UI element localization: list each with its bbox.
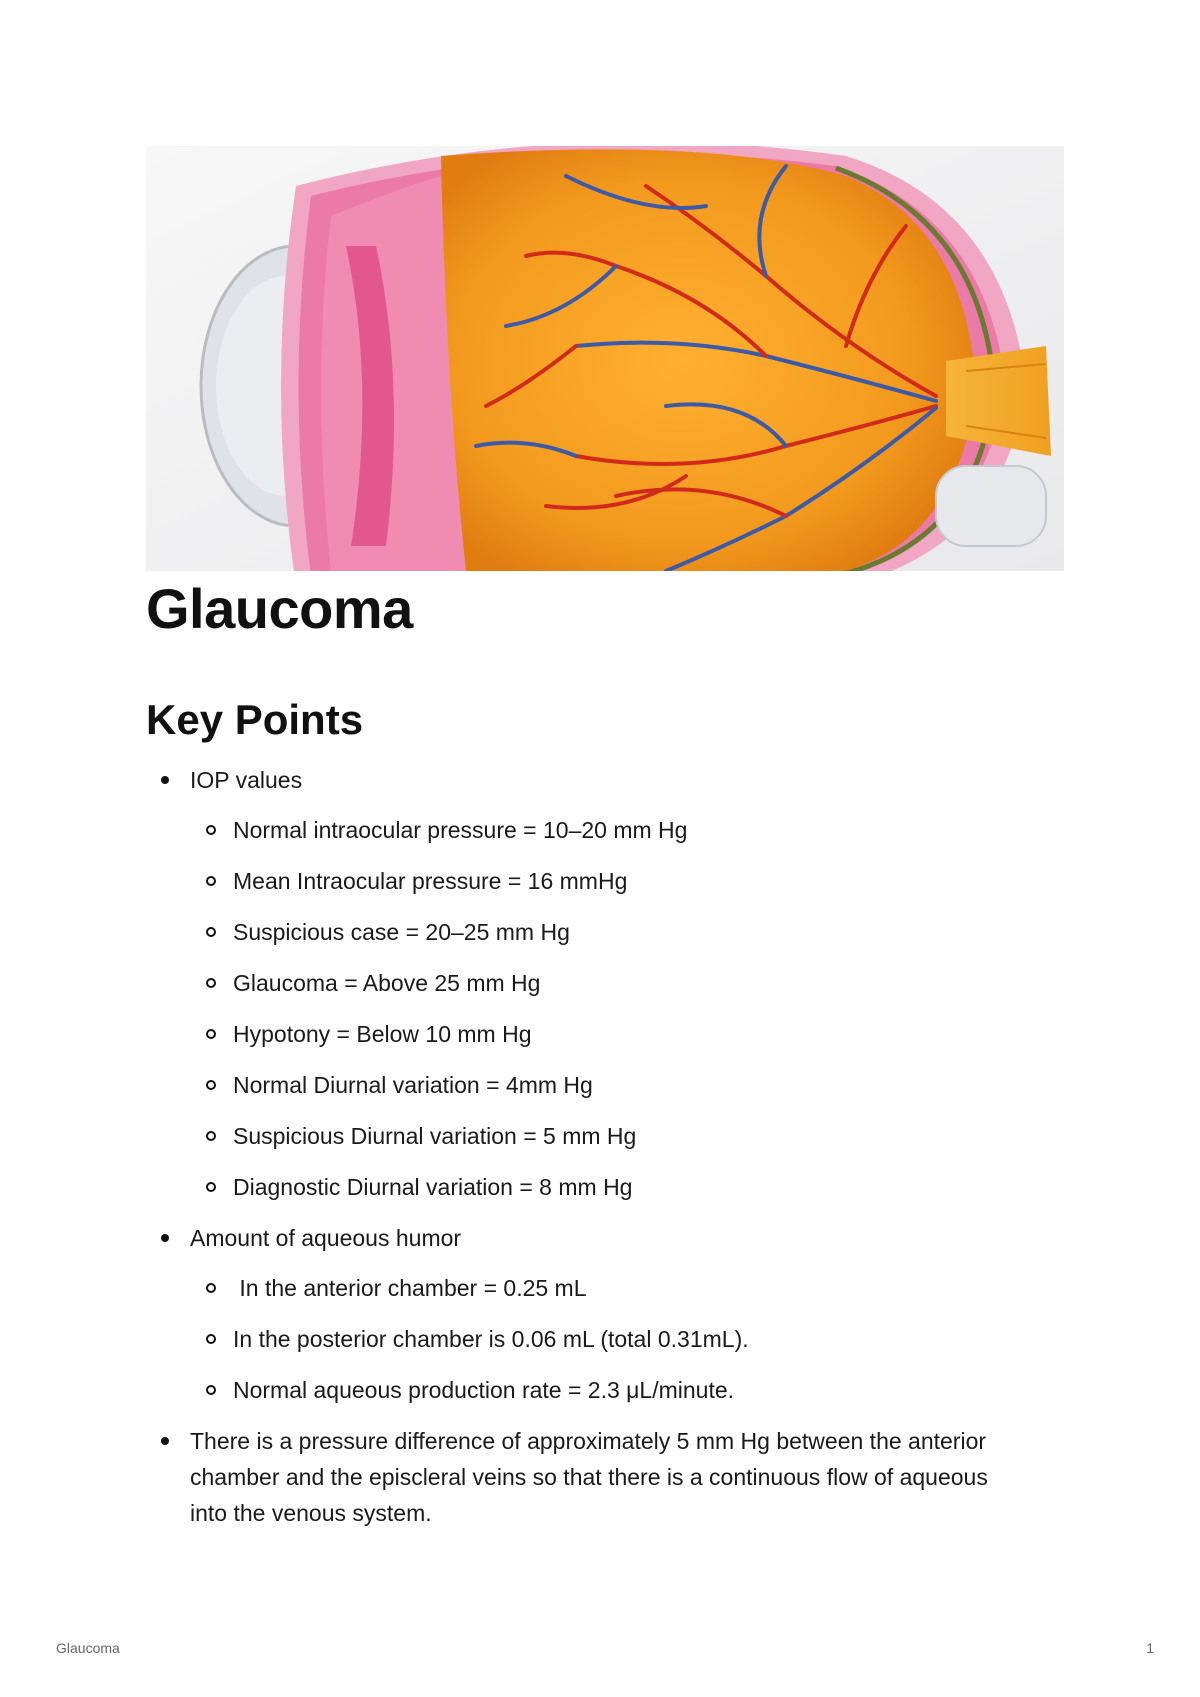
- sub-list-item-text: Suspicious Diurnal variation = 5 mm Hg: [233, 1123, 637, 1149]
- sub-list-item-text: Normal intraocular pressure = 10–20 mm Hg: [233, 817, 688, 843]
- sub-list-item: [190, 1372, 1046, 1408]
- document-title: Glaucoma: [146, 577, 413, 640]
- sub-list-item: [190, 965, 1046, 1001]
- sub-list-item: [190, 1067, 1046, 1103]
- list-item-text: IOP values: [190, 767, 303, 793]
- sub-list-item-text: Hypotony = Below 10 mm Hg: [233, 1021, 532, 1047]
- list-item-text: There is a pressure difference of approximately 5 mm Hg between the anterior chamber and the episcleral veins so that there is a continuous flow of aqueous into the venous system.: [190, 1428, 988, 1526]
- sub-list-item-text: In the posterior chamber is 0.06 mL (total 0.31mL).: [233, 1326, 749, 1352]
- sub-list-item: [190, 1118, 1046, 1154]
- section-heading: Key Points: [146, 696, 364, 743]
- sub-list-item-text: Normal aqueous production rate = 2.3 μL/minute.: [233, 1377, 735, 1403]
- key-points-list: [146, 762, 1046, 1531]
- sub-list-item-text: Normal Diurnal variation = 4mm Hg: [233, 1072, 593, 1098]
- sub-list: [190, 812, 1046, 1205]
- sub-list-item: [190, 1270, 1046, 1306]
- sub-list-item: [190, 914, 1046, 950]
- sub-list-item-text: Suspicious case = 20–25 mm Hg: [233, 919, 570, 945]
- sub-list-item: [190, 1016, 1046, 1052]
- list-item: [146, 1423, 1046, 1531]
- sub-list-item: [190, 812, 1046, 848]
- sub-list-item: [190, 1169, 1046, 1205]
- footer-page-number: 1: [1146, 1640, 1154, 1656]
- sub-list-item-text: Glaucoma = Above 25 mm Hg: [233, 970, 541, 996]
- footer-doc-name: Glaucoma: [56, 1640, 120, 1656]
- sub-list-item-text: In the anterior chamber = 0.25 mL: [233, 1275, 587, 1301]
- list-item-text: Amount of aqueous humor: [190, 1225, 462, 1251]
- cover-image: [146, 146, 1064, 571]
- key-points-content: [146, 762, 1046, 1545]
- list-item: [146, 762, 1046, 1205]
- sub-list-item-text: Mean Intraocular pressure = 16 mmHg: [233, 868, 628, 894]
- list-item: [146, 1220, 1046, 1408]
- sub-list-item: [190, 863, 1046, 899]
- sub-list: [190, 1270, 1046, 1408]
- sub-list-item: [190, 1321, 1046, 1357]
- eye-model-illustration: [146, 146, 1064, 571]
- sub-list-item-text: Diagnostic Diurnal variation = 8 mm Hg: [233, 1174, 633, 1200]
